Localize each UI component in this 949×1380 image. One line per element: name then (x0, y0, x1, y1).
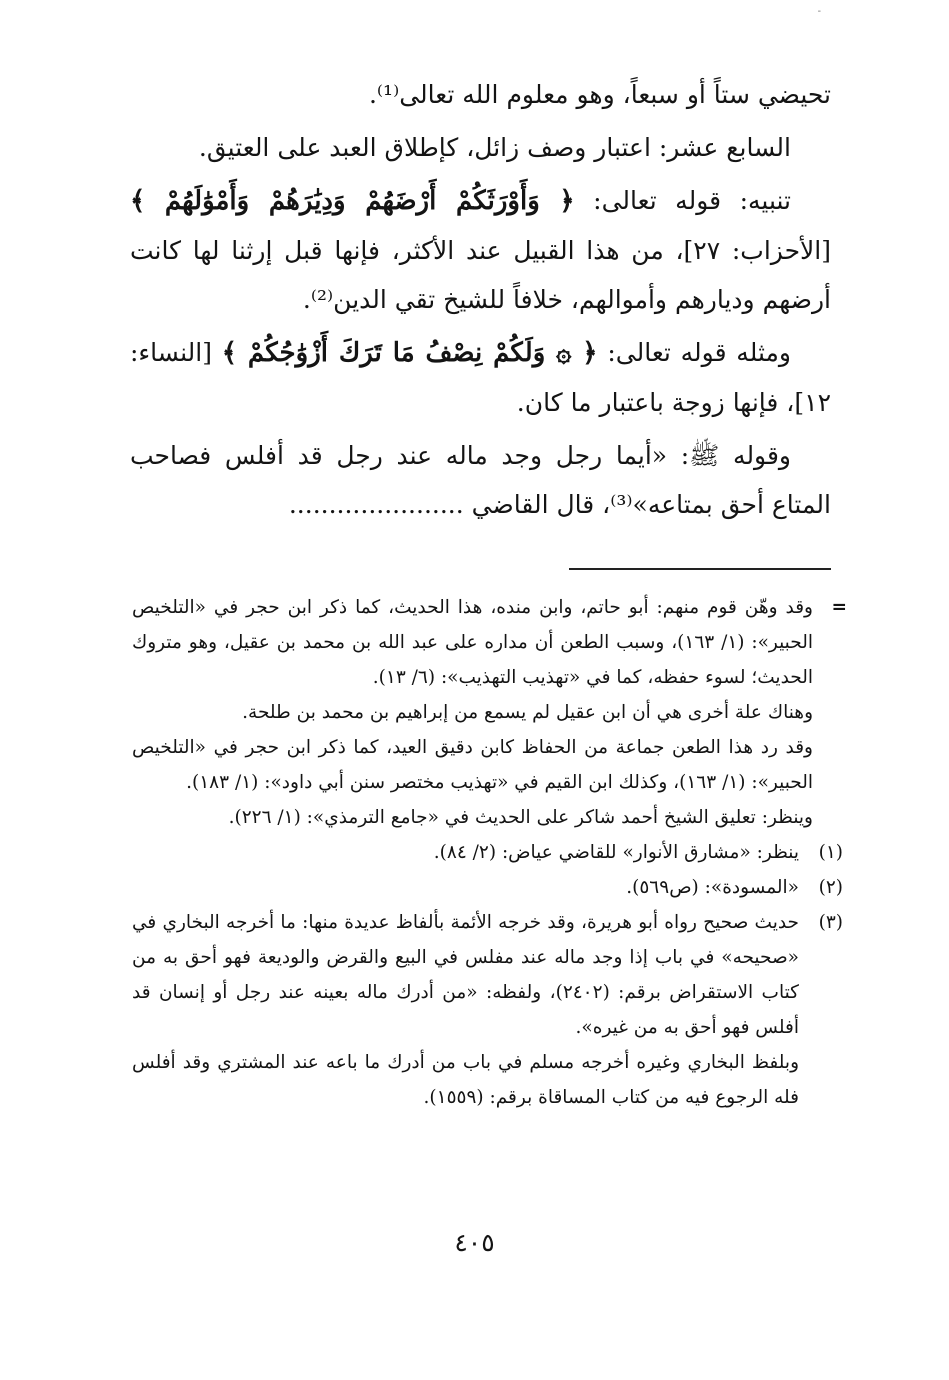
footnotes (132, 590, 847, 1115)
paragraph-4 (130, 328, 831, 427)
continuation-para-1: وقد وهّن قوم منهم: أبو حاتم، وابن منده، هذا الحديث، كما ذكر ابن حجر في «التلخيص الحبير»: (١/ ١٦٣)، وسبب الطعن أن مداره على عبد الله بن محمد بن عقيل، وهو متروك الحديث؛ لسوء حفظه، كما في «تهذيب التهذيب»: (٦/ ١٣). (132, 597, 813, 688)
footnote-text: ينظر: «مشارق الأنوار» للقاضي عياض: (٢/ ٨٤). (433, 842, 799, 863)
continuation-para-2: وهناك علة أخرى هي أن ابن عقيل لم يسمع من إبراهيم بن محمد بن طلحة. (242, 702, 813, 723)
main-text (130, 70, 831, 533)
ellipsis-dots: ...................... (288, 490, 464, 519)
paragraph-2: السابع عشر: اعتبار وصف زائل، كإطلاق العبد على العتيق. (198, 133, 791, 162)
continuation-para-3: وقد رد هذا الطعن جماعة من الحفاظ كابن دقيق العيد، كما ذكر ابن حجر في «التلخيص الحبير»: (١/ ١٦٣)، وكذلك ابن القيم في «تهذيب مختصر سنن أبي داود»: (١/ ١٨٣). (132, 737, 813, 793)
quran-verse-ahzab: ﴿ وَأَوْرَثَكُمْ أَرْضَهُمْ وَدِيَٰرَهُمْ وَأَمْوَٰلَهُمْ ﴾ (130, 186, 575, 216)
footnote-text: حديث صحيح رواه أبو هريرة، وقد خرجه الأئمة بألفاظ عديدة منها: ما أخرجه البخاري في «صحيحه» في باب إذا وجد ماله عند مفلس في البيع والقرض والوديعة فهو أحق به من كتاب الاستقراض برقم: (٢٤٠٢)، ولفظه: «من أدرك ماله بعينه عند رجل أو إنسان قد أفلس فهو أحق به من غيره». (132, 912, 799, 1038)
paragraph-1: تحيضي ستاً أو سبعاً، وهو معلوم الله تعالى⁽¹⁾. (368, 80, 831, 109)
paragraph-3-lead: تنبيه: قوله تعالى: (574, 186, 792, 215)
corner-mark: - (817, 6, 821, 17)
continuation-para-4: وينظر: تعليق الشيخ أحمد شاكر على الحديث في «جامع الترمذي»: (١/ ٢٢٦). (228, 807, 813, 828)
footnote-number: (١) (818, 842, 843, 863)
footnote-1 (132, 835, 843, 870)
footnote-text-continued: وبلفظ البخاري وغيره أخرجه مسلم في باب من أدرك ما باعه عند المشتري وقد أفلس فله الرجوع فيه من كتاب المساقاة برقم: (١٥٥٩). (132, 1052, 799, 1108)
footnote-number: (٣) (818, 912, 843, 933)
paragraph-4-rest: [النساء: ١٢]، فإنها زوجة باعتبار ما كان. (130, 338, 831, 417)
footnote-2 (132, 870, 843, 905)
quran-verse-nisa: ﴿ ۞ وَلَكُمْ نِصْفُ مَا تَرَكَ أَزْوَٰجُكُمْ ﴾ (221, 338, 598, 368)
footnote-text: «المسودة»: (ص٥٦٩). (626, 877, 799, 898)
footnote-continuation (132, 590, 847, 835)
continuation-mark: = (831, 597, 847, 618)
paragraph-5 (130, 431, 831, 529)
paragraph-5-text: وقوله ﷺ: «أيما رجل وجد ماله عند رجل قد أفلس فصاحب المتاع أحق بمتاعه»⁽³⁾، قال القاضي (130, 441, 831, 519)
paragraph-3 (130, 176, 831, 324)
footnote-3 (132, 905, 843, 1115)
footnote-separator (569, 568, 831, 570)
paragraph-3-rest: [الأحزاب: ٢٧]، من هذا القبيل عند الأكثر، فإنها قبل إرثنا لها كانت أرضهم وديارهم وأموالهم، خلافاً للشيخ تقي الدين⁽²⁾. (130, 236, 831, 314)
footnote-number: (٢) (818, 877, 843, 898)
paragraph-4-lead: ومثله قوله تعالى: (597, 338, 791, 367)
page-number: ٤٠٥ (454, 1228, 495, 1257)
